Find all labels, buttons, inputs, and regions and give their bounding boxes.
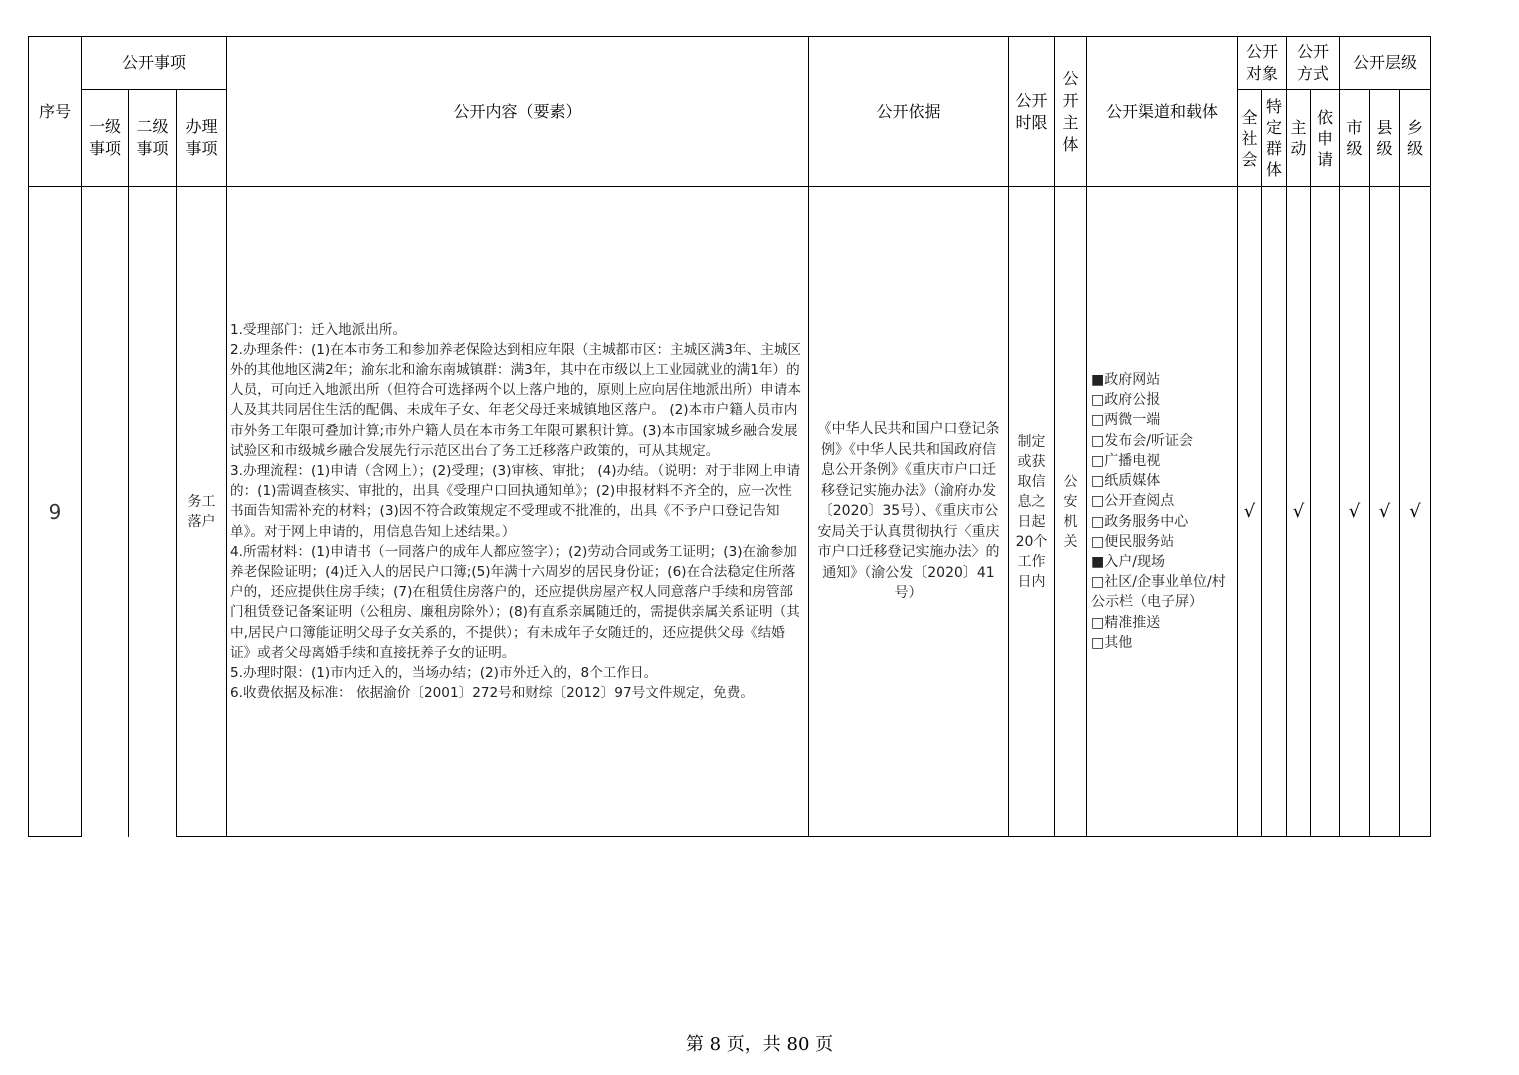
- channel-targeted-push: □精准推送: [1091, 614, 1161, 631]
- channel-print-media: □纸质媒体: [1091, 473, 1161, 490]
- content-para-2: 2.办理条件：(1)在本市务工和参加养老保险达到相应年限（主城都市区：主城区满3年、主城区外的其他地区满2年；渝东北和渝东南城镇群：满3年，其中在市级以上工业园就业的满1年）的人员，可向迁入地派出所（但符合可选择两个以上落户地的，原则上应向居住地派出所）申请本人及其共同居住生活的配偶、未成年子女、年老父母迁来城镇地区落户。 (2)本市户籍人员市内市外务工年限可叠加计算;市外户籍人员在本市务工年限可累积计算。(3)本市国家城乡融合发展试验区和市级城乡融合发展先行示范区出台了务工迁移落户政策的，可从其规定。: [230, 341, 802, 459]
- content-para-6: 6.收费依据及标准： 依据渝价〔2001〕272号和财综〔2012〕97号文件规定，免费。: [230, 685, 754, 702]
- channel-gov-gazette: □政府公报: [1091, 392, 1161, 409]
- row-method-active-check: √: [1287, 187, 1311, 837]
- header-handle: 办理 事项: [177, 90, 227, 187]
- disclosure-table: [28, 36, 1431, 837]
- header-target-group: 公开 对象: [1238, 37, 1287, 90]
- header-level-group: 公开层级: [1340, 37, 1431, 90]
- table-row: [29, 187, 1431, 837]
- channel-other: □其他: [1091, 634, 1133, 651]
- channel-reading-point: □公开查阅点: [1091, 493, 1175, 510]
- channel-onsite: ■入户/现场: [1091, 553, 1165, 570]
- channel-weibo-wechat-app: □两微一端: [1091, 412, 1161, 429]
- header-content: 公开内容（要素）: [227, 37, 809, 187]
- content-para-1: 1.受理部门：迁入地派出所。: [230, 321, 407, 338]
- row-handle: 务工 落户: [177, 187, 227, 837]
- header-level2: 二级 事项: [129, 90, 177, 187]
- header-level-county: 县 级: [1370, 90, 1400, 187]
- channel-service-center: □政务服务中心: [1091, 513, 1189, 530]
- row-level-town-check: √: [1400, 187, 1431, 837]
- row-subject: 公 安 机 关: [1055, 187, 1087, 837]
- header-time-limit: 公开 时限: [1009, 37, 1055, 187]
- row-seq: 9: [29, 187, 82, 837]
- header-target-all: 全 社 会: [1238, 90, 1262, 187]
- row-level2: [129, 187, 177, 837]
- row-target-all-check: √: [1238, 187, 1262, 837]
- header-level-town: 乡 级: [1400, 90, 1431, 187]
- header-basis: 公开依据: [809, 37, 1009, 187]
- header-level-city: 市 级: [1340, 90, 1370, 187]
- header-channel: 公开渠道和载体: [1087, 37, 1238, 187]
- content-para-5: 5.办理时限：(1)市内迁入的，当场办结；(2)市外迁入的，8个工作日。: [230, 665, 658, 682]
- row-target-specific-check: [1262, 187, 1287, 837]
- row-level-city-check: √: [1340, 187, 1370, 837]
- row-content: [227, 187, 809, 837]
- channel-press-hearing: □发布会/听证会: [1091, 432, 1193, 449]
- row-channels: [1087, 187, 1238, 837]
- header-method-group: 公开 方式: [1287, 37, 1340, 90]
- header-level1: 一级 事项: [82, 90, 129, 187]
- header-seq: 序号: [29, 37, 82, 187]
- row-time-limit: 制定 或获 取信 息之 日起 20个 工作 日内: [1009, 187, 1055, 837]
- row-level1: [82, 187, 129, 837]
- content-para-3: 3.办理流程：(1)申请（含网上）；(2)受理；(3)审核、审批； (4)办结。（说明：对于非网上申请的：(1)需调查核实、审批的，出具《受理户口回执通知单》；(2)申报材料不齐全的，应一次性书面告知需补充的材料；(3)因不符合政策规定不受理或不批准的，出具《不予户口登记告知单》。对于网上申请的，用信息告知上述结果。）: [230, 462, 801, 540]
- header-subject: 公 开 主 体: [1055, 37, 1087, 187]
- header-target-specific: 特 定 群 体: [1262, 90, 1287, 187]
- header-method-active: 主 动: [1287, 90, 1311, 187]
- page-footer: 第 8 页，共 80 页: [685, 1034, 834, 1055]
- channel-service-station: □便民服务站: [1091, 533, 1175, 550]
- row-basis: 《中华人民共和国户口登记条例》《中华人民共和国政府信息公开条例》《重庆市户口迁移登记实施办法》（渝府办发〔2020〕35号）、《重庆市公安局关于认真贯彻执行〈重庆市户口迁移登记实施办法〉的通知》（渝公发〔2020〕41号）: [809, 187, 1009, 837]
- channel-broadcast-tv: □广播电视: [1091, 452, 1161, 469]
- header-method-request: 依 申 请: [1311, 90, 1340, 187]
- content-para-4: 4.所需材料：(1)申请书（一同落户的成年人都应签字）；(2)劳动合同或务工证明；(3)在渝参加养老保险证明；(4)迁入人的居民户口簿;(5)年满十六周岁的居民身份证；(6)在合法稳定住所落户的，还应提供住房手续；(7)在租赁住房落户的，还应提供房屋产权人同意落户手续和房管部门租赁登记备案证明（公租房、廉租房除外）；(8)有直系亲属随迁的，需提供亲属关系证明（其中,居民户口簿能证明父母子女关系的，不提供）；有未成年子女随迁的，还应提供父母《结婚证》或者父母离婚手续和直接抚养子女的证明。: [230, 543, 800, 661]
- row-method-request-check: [1311, 187, 1340, 837]
- row-level-county-check: √: [1370, 187, 1400, 837]
- header-item-group: 公开事项: [82, 37, 227, 90]
- channel-bulletin-board: □社区/企事业单位/村公示栏（电子屏）: [1091, 574, 1226, 611]
- channel-gov-website: ■政府网站: [1091, 372, 1161, 389]
